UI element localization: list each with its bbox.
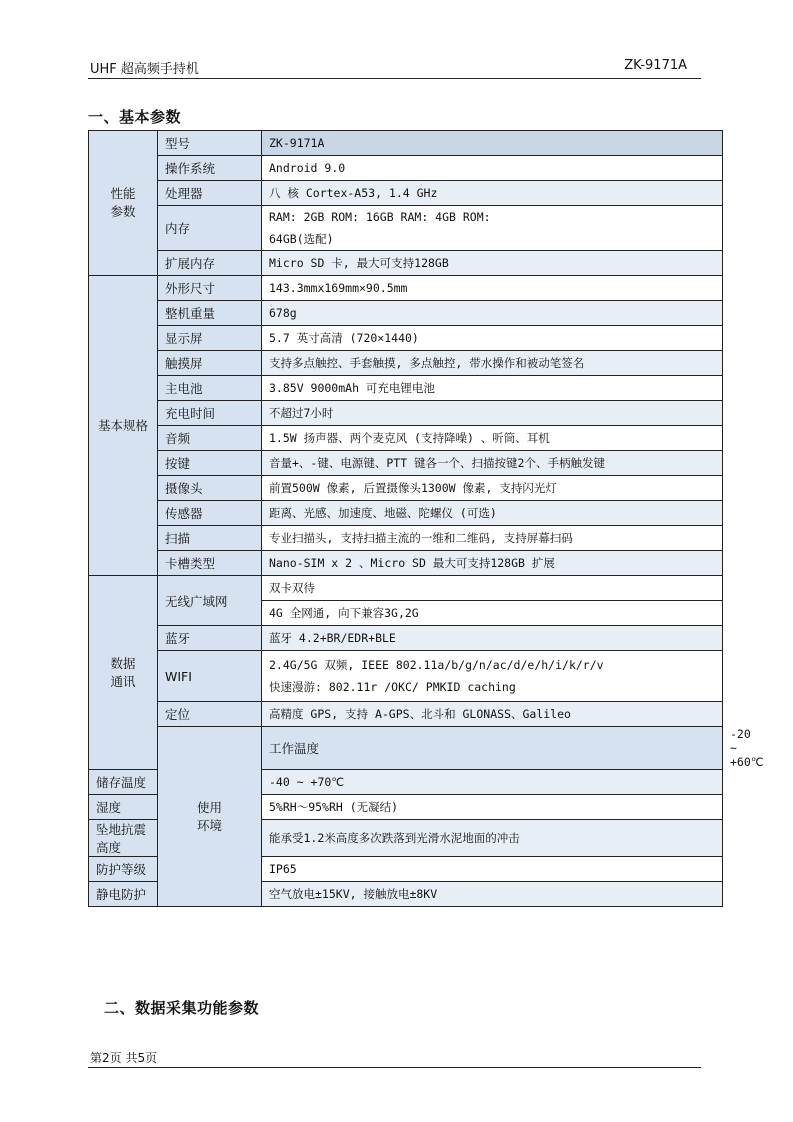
table-row (89, 426, 723, 451)
row-value-drop: 能承受1.2米高度多次跌落到光滑水泥地面的冲击 (262, 820, 723, 857)
table-row: 使用 环境 工作温度 -20 ~ +60℃ (89, 727, 723, 770)
row-value-charge: 不超过7小时 (262, 401, 723, 426)
row-label-audio: 音频 (158, 426, 262, 451)
row-label-esd: 静电防护 (89, 882, 158, 907)
table-row (89, 301, 723, 326)
table-row (89, 626, 723, 651)
row-label-bluetooth: 蓝牙 (158, 626, 262, 651)
row-label-size: 外形尺寸 (158, 276, 262, 301)
row-value-wwan-1: 双卡双待 (262, 576, 723, 601)
wifi-line-1: 2.4G/5G 双频, IEEE 802.11a/b/g/n/ac/d/e/h/i/k/r/v (269, 658, 604, 672)
row-value-weight: 678g (262, 301, 723, 326)
row-label-model: 型号 (158, 131, 262, 156)
table-row (89, 451, 723, 476)
header-model-number: ZK-9171A (624, 58, 687, 73)
row-value-gps: 高精度 GPS, 支持 A-GPS、北斗和 GLONASS、Galileo (262, 702, 723, 727)
table-row (89, 131, 723, 156)
spec-table (88, 130, 764, 907)
table-row (89, 351, 723, 376)
row-label-os: 操作系统 (158, 156, 262, 181)
row-label-display: 显示屏 (158, 326, 262, 351)
table-row (89, 251, 723, 276)
row-value-keys: 音量+、-键、电源键、PTT 键各一个、扫描按键2个、手柄触发键 (262, 451, 723, 476)
row-label-camera: 摄像头 (158, 476, 262, 501)
category-performance: 性能 参数 (89, 131, 158, 276)
row-label-cpu: 处理器 (158, 181, 262, 206)
row-label-touch: 触摸屏 (158, 351, 262, 376)
table-row (89, 156, 723, 181)
row-label-wwan: 无线广域网 (158, 576, 262, 626)
section-title-data-collection: 二、数据采集功能参数 (104, 999, 260, 1017)
row-value-slot: Nano-SIM x 2 、Micro SD 最大可支持128GB 扩展 (262, 551, 723, 576)
table-row (89, 326, 723, 351)
row-value-os: Android 9.0 (262, 156, 723, 181)
table-row (89, 206, 723, 251)
row-label-humidity: 湿度 (89, 795, 158, 820)
memory-line-1: RAM: 2GB ROM: 16GB RAM: 4GB ROM: (269, 210, 491, 224)
category-env: 使用 环境 (158, 727, 262, 907)
page-number: 第2页 共5页 (90, 1051, 158, 1065)
row-value-wifi (262, 651, 723, 702)
section-title-basic-params: 一、基本参数 (88, 108, 182, 126)
row-label-storage: 扩展内存 (158, 251, 262, 276)
memory-line-2: 64GB(选配) (269, 232, 334, 246)
table-row (89, 551, 723, 576)
row-value-esd: 空气放电±15KV, 接触放电±8KV (262, 882, 723, 907)
table-row (89, 526, 723, 551)
table-row (89, 501, 723, 526)
row-value-battery: 3.85V 9000mAh 可充电锂电池 (262, 376, 723, 401)
row-label-wifi: WIFI (158, 651, 262, 702)
row-value-humidity: 5%RH～95%RH (无凝结) (262, 795, 723, 820)
page-footer (88, 1047, 701, 1068)
row-value-bluetooth: 蓝牙 4.2+BR/EDR+BLE (262, 626, 723, 651)
table-row (89, 401, 723, 426)
row-label-keys: 按键 (158, 451, 262, 476)
row-value-cpu: 八 核 Cortex-A53, 1.4 GHz (262, 181, 723, 206)
row-value-camera: 前置500W 像素, 后置摄像头1300W 像素, 支持闪光灯 (262, 476, 723, 501)
wifi-line-2: 快速漫游: 802.11r /OKC/ PMKID caching (269, 680, 516, 694)
table-row (89, 576, 723, 601)
row-label-sensor: 传感器 (158, 501, 262, 526)
row-value-scan: 专业扫描头, 支持扫描主流的一维和二维码, 支持屏幕扫码 (262, 526, 723, 551)
row-label-gps: 定位 (158, 702, 262, 727)
row-label-ip: 防护等级 (89, 857, 158, 882)
row-value-touch: 支持多点触控、手套触摸, 多点触控, 带水操作和被动笔签名 (262, 351, 723, 376)
table-row (89, 376, 723, 401)
row-label-scan: 扫描 (158, 526, 262, 551)
row-value-ip: IP65 (262, 857, 723, 882)
row-value-audio: 1.5W 扬声器、两个麦克风 (支持降噪) 、听筒、耳机 (262, 426, 723, 451)
row-value-sensor: 距离、光感、加速度、地磁、陀螺仪 (可选) (262, 501, 723, 526)
page-header (88, 56, 701, 79)
row-label-st-temp: 储存温度 (89, 770, 158, 795)
table-row (89, 651, 723, 702)
row-label-op-temp: 工作温度 (262, 727, 723, 770)
row-label-drop: 坠地抗震高度 (89, 820, 158, 857)
row-value-size: 143.3mmx169mm×90.5mm (262, 276, 723, 301)
row-value-memory (262, 206, 723, 251)
header-product-name: UHF 超高频手持机 (90, 62, 199, 77)
category-basic: 基本规格 (89, 276, 158, 576)
row-value-wwan-2: 4G 全网通, 向下兼容3G,2G (262, 601, 723, 626)
row-label-battery: 主电池 (158, 376, 262, 401)
row-value-storage: Micro SD 卡, 最大可支持128GB (262, 251, 723, 276)
row-label-slot: 卡槽类型 (158, 551, 262, 576)
table-row (89, 476, 723, 501)
row-value-display: 5.7 英寸高清 (720×1440) (262, 326, 723, 351)
category-comms: 数据 通讯 (89, 576, 158, 770)
row-label-memory: 内存 (158, 206, 262, 251)
table-row (89, 702, 723, 727)
row-value-model: ZK-9171A (262, 131, 723, 156)
row-label-weight: 整机重量 (158, 301, 262, 326)
table-row (89, 181, 723, 206)
row-value-st-temp: -40 ~ +70℃ (262, 770, 723, 795)
table-row (89, 276, 723, 301)
row-label-charge: 充电时间 (158, 401, 262, 426)
